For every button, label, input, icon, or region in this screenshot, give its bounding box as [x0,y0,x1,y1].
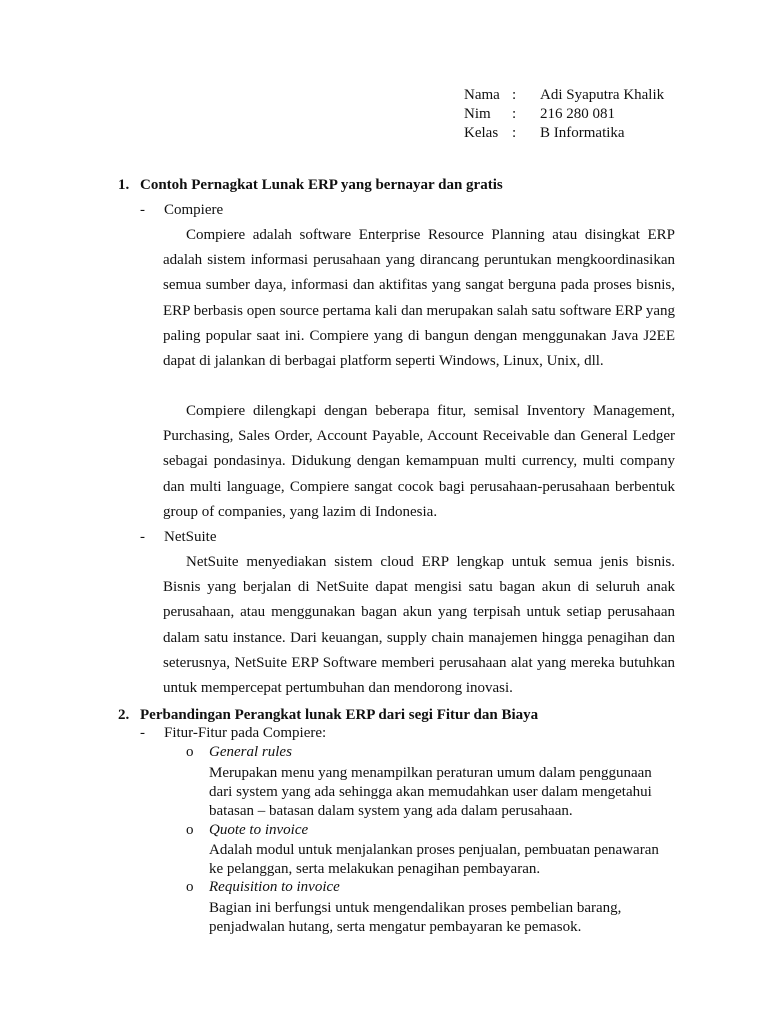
feature-item-quote-to-invoice [186,822,308,839]
paragraph-text: NetSuite menyediakan sistem cloud ERP lengkap untuk semua jenis bisnis. Bisnis yang berjalan di NetSuite dapat mengisi satu bagan akun di seluruh anak perusahaan, atau menggunakan bagan akun yang terpisah untuk setiap perusahaan dalam satu instance. Dari keuangan, supply chain manajemen hingga penagihan dan seterusnya, NetSuite ERP Software memberi perusahaan alat yang mereka butuhkan untuk mempercepat pertumbuhan dan mendorong inovasi. [163,554,675,697]
description-line: batasan – batasan dalam system yang ada dalam perusahaan. [209,803,573,819]
feature-title: Requisition to invoice [209,879,340,895]
identity-label: Kelas [464,125,499,141]
section-number: 2. [118,707,130,723]
subheading-netsuite [140,529,217,546]
subheading-compiere [140,202,223,219]
section-title: Perbandingan Perangkat lunak ERP dari segi Fitur dan Biaya [140,707,539,723]
description-line: Adalah modul untuk menjalankan proses penjualan, pembuatan penawaran [209,842,659,858]
section-title: Contoh Pernagkat Lunak ERP yang bernayar dan gratis [140,177,503,193]
dash-marker: - [140,529,145,545]
netsuite-paragraph [163,550,675,701]
identity-value: B Informatika [540,125,625,141]
identity-row-kelas [464,124,664,143]
compiere-paragraph-2 [163,399,675,525]
feature-description [209,899,679,937]
subheading-fitur-compiere [140,725,326,742]
dash-marker: - [140,725,145,741]
identity-value: Adi Syaputra Khalik [540,87,665,103]
identity-separator: : [512,125,517,141]
identity-row-nim [464,105,664,124]
identity-row-nama [464,86,664,105]
circle-bullet-icon: o [186,744,194,760]
feature-description [209,764,679,821]
identity-separator: : [512,87,517,103]
identity-label: Nim [464,106,491,122]
identity-label: Nama [464,87,500,103]
section-2-heading [118,707,538,724]
feature-description [209,841,679,879]
paragraph-text: Compiere adalah software Enterprise Resource Planning atau disingkat ERP adalah sistem informasi perusahaan yang dirancang peruntukan mengkoordinasikan semua sumber daya, informasi dan aktifitas yang sangat berguna pada proses bisnis, ERP berbasis open source pertama kali dan merupakan salah satu software ERP yang paling popular saat ini. Compiere yang di bangun dengan menggunakan Java J2EE dapat di jalankan di berbagai platform seperti Windows, Linux, Unix, dll. [163,227,675,370]
feature-title: General rules [209,744,292,760]
feature-item-requisition-to-invoice [186,879,340,896]
description-line: ke pelanggan, serta melakukan penagihan pembayaran. [209,861,541,877]
section-number: 1. [118,177,130,193]
feature-title: Quote to invoice [209,822,309,838]
description-line: Bagian ini berfungsi untuk mengendalikan proses pembelian barang, [209,900,622,916]
description-line: dari system yang ada sehingga akan memudahkan user dalam mengetahui [209,784,652,800]
student-identity [464,86,664,143]
subheading-label: Compiere [164,202,224,218]
description-line: penjadwalan hutang, serta mengatur pembayaran ke pemasok. [209,919,582,935]
compiere-paragraph-1 [163,223,675,374]
circle-bullet-icon: o [186,822,194,838]
dash-marker: - [140,202,145,218]
section-1-heading [118,177,503,194]
description-line: Merupakan menu yang menampilkan peraturan umum dalam penggunaan [209,765,652,781]
subheading-label: Fitur-Fitur pada Compiere: [164,725,327,741]
paragraph-text: Compiere dilengkapi dengan beberapa fitur, semisal Inventory Management, Purchasing, Sales Order, Account Payable, Account Receivable dan General Ledger sebagai pondasinya. Didukung dengan kemampuan multi currency, multi company dan multi language, Compiere sangat cocok bagi perusahaan-perusahaan berbentuk group of companies, yang lazim di Indonesia. [163,403,675,520]
identity-value: 216 280 081 [540,106,615,122]
circle-bullet-icon: o [186,879,194,895]
subheading-label: NetSuite [164,529,217,545]
identity-separator: : [512,106,517,122]
feature-item-general-rules [186,744,292,761]
